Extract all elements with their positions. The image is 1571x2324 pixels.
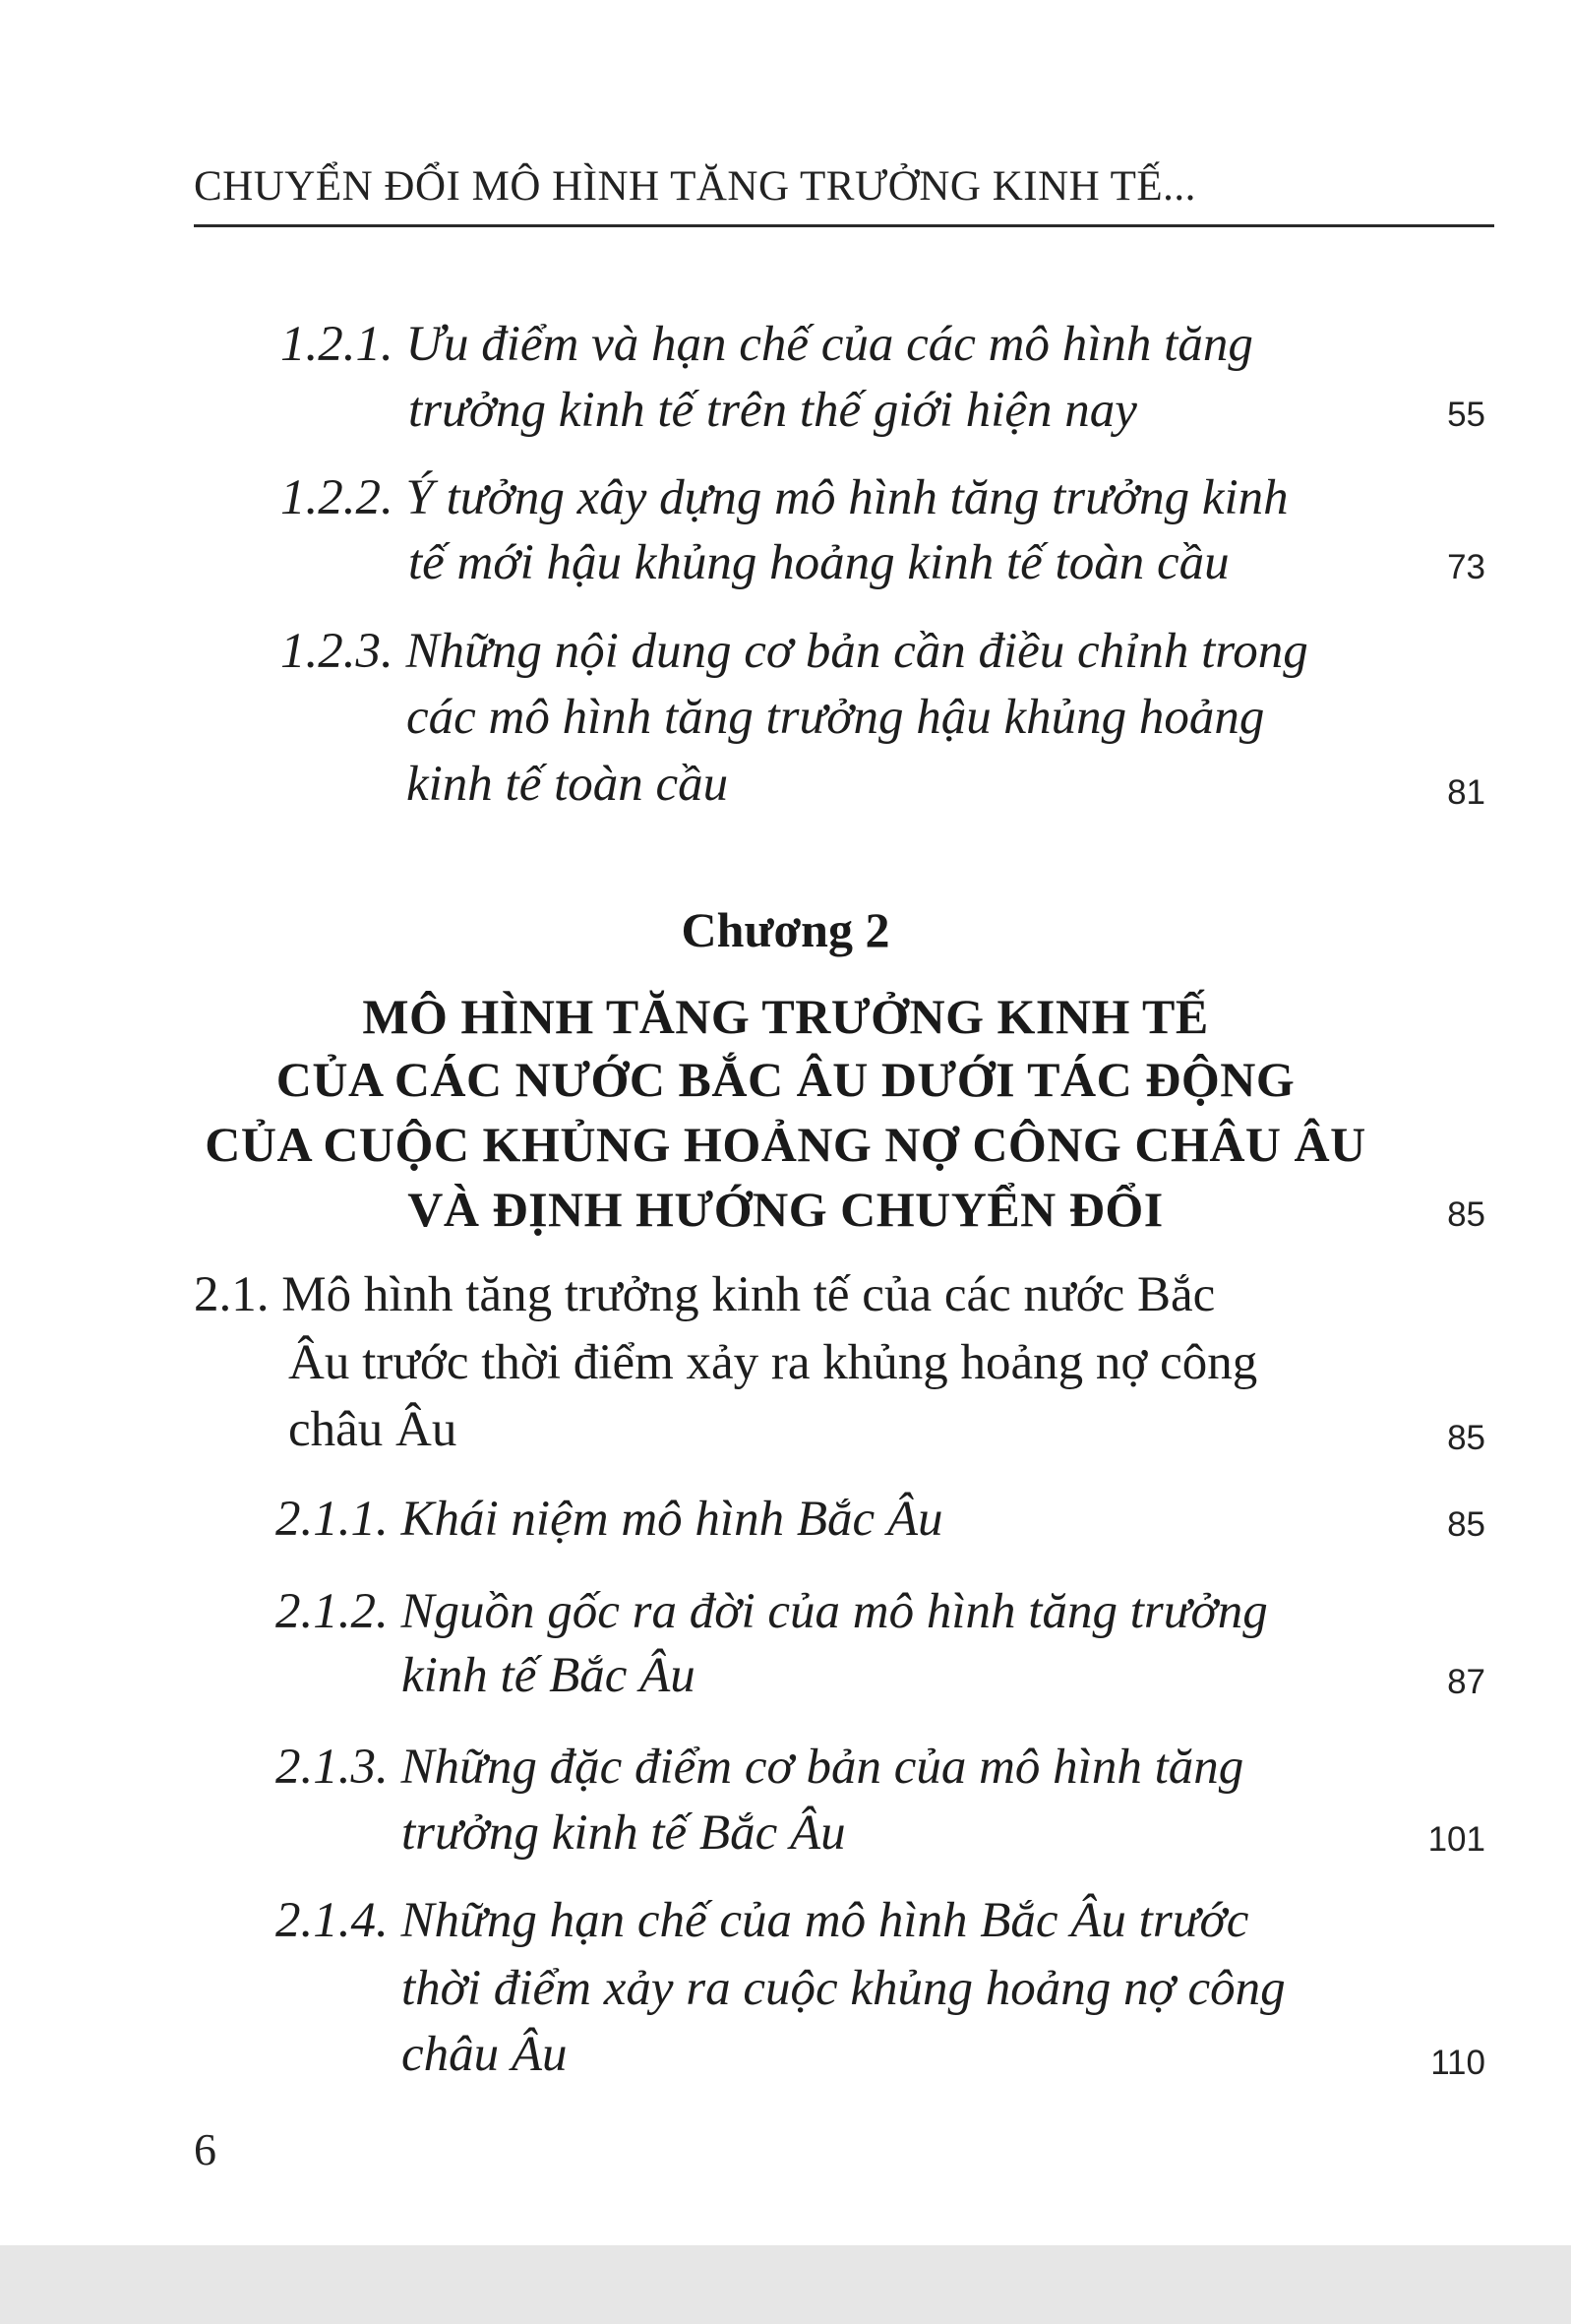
- toc-entry-line: 2.1. Mô hình tăng trưởng kinh tế của các nước Bắc: [194, 1267, 1216, 1322]
- chapter-title-line: CỦA CUỘC KHỦNG HOẢNG NỢ CÔNG CHÂU ÂU: [205, 1117, 1366, 1172]
- scan-bottom-band: [0, 2245, 1571, 2324]
- header-rule: [194, 224, 1494, 227]
- toc-entry-line: trưởng kinh tế trên thế giới hiện nay: [408, 383, 1137, 438]
- toc-entry-line: 2.1.2. Nguồn gốc ra đời của mô hình tăng trưởng: [275, 1584, 1268, 1639]
- running-header: CHUYỂN ĐỔI MÔ HÌNH TĂNG TRƯỞNG KINH TẾ...: [194, 163, 1196, 210]
- chapter-title-line: CỦA CÁC NƯỚC BẮC ÂU DƯỚI TÁC ĐỘNG: [275, 1052, 1296, 1107]
- toc-entry-line: Âu trước thời điểm xảy ra khủng hoảng nợ công: [288, 1335, 1258, 1390]
- toc-page-number: 110: [1430, 2044, 1485, 2082]
- toc-page-number: 85: [1447, 1505, 1485, 1544]
- toc-entry-line: thời điểm xảy ra cuộc khủng hoảng nợ công: [401, 1961, 1286, 2016]
- chapter-label: Chương 2: [681, 902, 890, 957]
- toc-entry-line: 2.1.3. Những đặc điểm cơ bản của mô hình tăng: [275, 1740, 1244, 1795]
- toc-entry-line: 1.2.1. Ưu điểm và hạn chế của các mô hình tăng: [280, 317, 1253, 372]
- toc-entry-line: châu Âu: [288, 1402, 457, 1457]
- chapter-page-number: 85: [1447, 1195, 1485, 1234]
- page-number: 6: [194, 2124, 216, 2174]
- toc-entry-line: trưởng kinh tế Bắc Âu: [401, 1805, 846, 1861]
- chapter-title-line: MÔ HÌNH TĂNG TRƯỞNG KINH TẾ: [362, 989, 1209, 1044]
- toc-entry-line: 1.2.3. Những nội dung cơ bản cần điều chỉnh trong: [280, 624, 1308, 679]
- toc-page-number: 55: [1447, 396, 1485, 434]
- toc-page-number: 73: [1447, 548, 1485, 586]
- toc-entry-line: châu Âu: [401, 2027, 568, 2082]
- toc-entry-line: tế mới hậu khủng hoảng kinh tế toàn cầu: [408, 535, 1230, 590]
- toc-entry-line: các mô hình tăng trưởng hậu khủng hoảng: [406, 690, 1265, 745]
- toc-page-number: 85: [1447, 1419, 1485, 1457]
- chapter-title-line: VÀ ĐỊNH HƯỚNG CHUYỂN ĐỔI: [407, 1182, 1164, 1237]
- toc-page-number: 101: [1427, 1820, 1485, 1859]
- toc-entry-line: 2.1.1. Khái niệm mô hình Bắc Âu: [275, 1492, 943, 1547]
- toc-entry-line: kinh tế toàn cầu: [406, 757, 729, 812]
- toc-entry-line: 1.2.2. Ý tưởng xây dựng mô hình tăng trưởng kinh: [280, 470, 1289, 525]
- toc-entry-line: kinh tế Bắc Âu: [401, 1648, 695, 1703]
- toc-entry-line: 2.1.4. Những hạn chế của mô hình Bắc Âu trước: [275, 1893, 1249, 1948]
- toc-page-number: 81: [1447, 773, 1485, 812]
- toc-page-number: 87: [1447, 1663, 1485, 1701]
